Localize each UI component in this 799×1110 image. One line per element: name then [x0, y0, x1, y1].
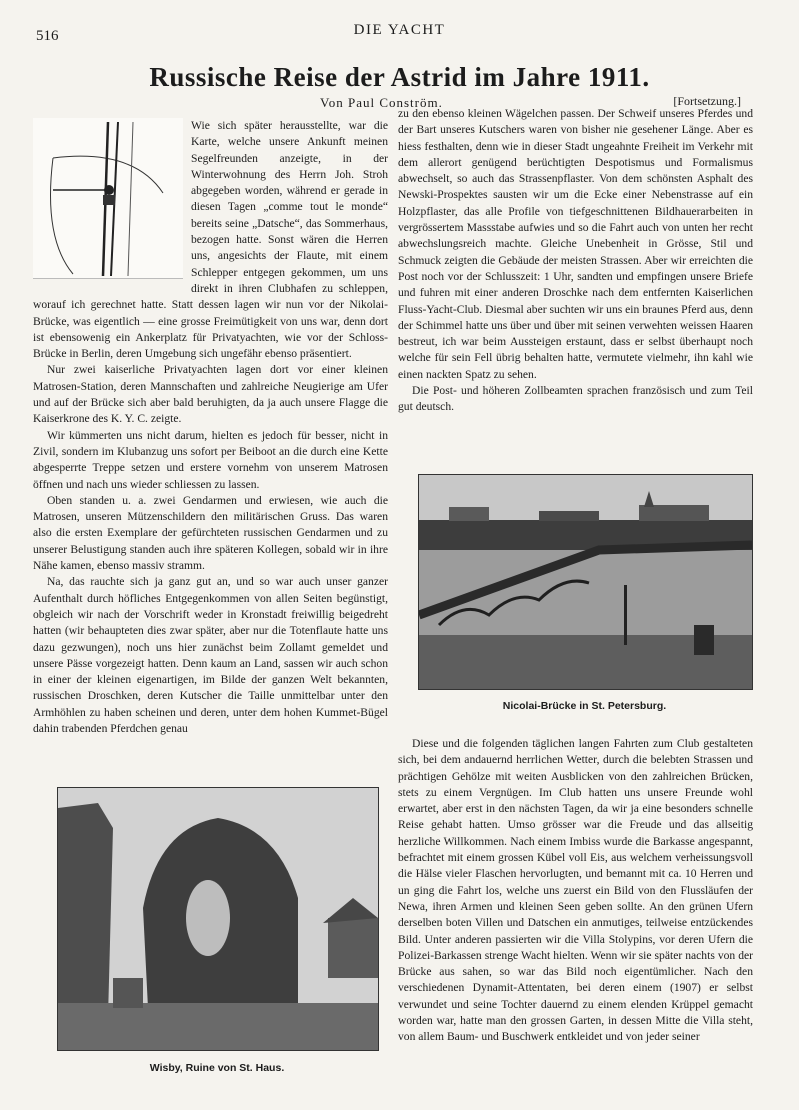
paragraph: Diese und die folgenden täglichen langen Fahrten zum Club gestalteten sich, bei dem andauernd herrlichen Wetter, durch die belebten Strassen und prächtigen Gehölze mit weiten Ausblicken von den zahlreichen Brücken, stets zu einem Vergnügen. Im Club hatten uns unsere Freunde wohl erwartet, aber erst in den nächsten Tagen, da wir ja eine besonders schnelle Reise gehabt hatten. Umso grösser war die Freude und das allseitig herzliche Willkommen. Nach einem Imbiss wurde die Barkasse angespannt, befrachtet mit einem grossen Kübel voll Eis, aus welchem verheissungsvoll die Hälse vieler Flaschen hervorlugten, und bemannt mit ca. 10 Herren und un ging die Fahrt los, welche uns zuerst ein Bild von den Flussläufen der Newa, ihren Armen und kleinen Seen geben sollte. An den grünen Ufern derselben boten Villen und Datschen ein anmutiges, teilweise entzückendes Bild. Unter anderen passierten wir die Villa Stolypins, vor deren Ufern die Polizei-Barkassen strenge Wacht hielten. Wenn wir sie später nachts von der Brücke aus sahen, so war das Bild noch eigentümlicher. Nach den verschiedenen Dynamit-Attentaten, bei deren einem (1907) er selbst verwundet und seine Tochter dauernd zu einem elenden Krüppel gemacht worden war, hatte man den grossen Garten, in dessen Mitte die Villa steht, von allem Baum- und Buschwerk entkleidet und von jeder seiner: [398, 737, 753, 1044]
paragraph: zu den ebenso kleinen Wägelchen passen. Der Schweif unseres Pferdes und der Bart unseres Kutschers waren von bisher nie gesehener Länge. Aber es hiess festhalten, denn wie in dieser Stadt ungeahnte Freiheit im Verkehr mit dem allerort genügend berüchtigten Despotismus und Formalismus abwechselt, so auch das Strassenpflaster. Von dem schönsten Asphalt des Newski-Prospektes sausten wir um die Ecke einer Nebenstrasse auf ein Holzpflaster, das alle Profile von tiefgeschnittenen Bildhauerarbeiten in vergrössertem Massstabe aufwies und so die Fahrt auch von unten her recht abwechslungsreich machte. Gleiche Unebenheit in Grösse, Stil und Schmuck zeigten die Gebäude der meisten Strassen. Aber wir erreichten die Post noch vor der Schlusszeit: 1 Uhr, sandten und empfingen unsere Briefe und fuhren mit einer anderen Droschke nach dem entfernten Kaiserlichen Fluss-Yacht-Club. Diesmal aber suchten wir uns ein braunes Pferd aus, denn der Schimmel hatte uns über und über mit seinen verwehten weissen Haaren bestreut, ich war beim Aussteigen erstaunt, dass er selbst überhaupt noch welche für sein Fell übrig behalten hatte, vermutete vielmehr, ihn kahl wie einen nackten Spatz zu sehen.: [398, 107, 753, 381]
article-title: Russische Reise der Astrid im Jahre 1911.: [149, 62, 650, 92]
page-number: 516: [36, 28, 59, 44]
left-column: [33, 118, 388, 737]
bridge-photo: [418, 474, 753, 690]
mast-illustration: [33, 118, 183, 279]
paragraph: Oben standen u. a. zwei Gendarmen und erwiesen, wie auch die Matrosen, unseren Mützenschildern den militärischen Gruss. Das waren also die ersten Exemplare der gefürchteten russischen Gendarmen und zu unserer Belustigung standen auch ihre späteren Kollegen, sobald wir in ihre Nähe kamen, ebenso massiv stramm.: [33, 493, 388, 573]
running-head: DIE YACHT: [353, 22, 446, 38]
paragraph: Na, das rauchte sich ja ganz gut an, und so war auch unser ganzer Aufenthalt durch höfliches Entgegenkommen von allen Seiten begünstigt, obgleich wir nach der Vorschrift weder in Kronstadt freiwillig beigedreht hatten (wir behaupteten dies zwar später, aber nur die Totenflaute hatte uns dazu gezwungen), noch uns hier zunächst beim Zollamt gemeldet und unsere Pässe vorgezeigt hatten. Denn kaum an Land, sassen wir auch schon in einer der kleinen eigenartigen, im Bilde der ganzen Welt bekannten, russischen Droschken, deren Kutscher die Taille unmittelbar unter den Armhöhlen zu haben scheinen und deren, unter dem hohen Kummet-Bügel dahin trabenden Pferdchen genau: [33, 575, 388, 735]
continuation-note: [Fortsetzung.]: [673, 94, 741, 108]
paragraph: Wir kümmerten uns nicht darum, hielten es jedoch für besser, nicht in Zivil, sondern im Klubanzug uns sofort per Beiboot an die durch eine Kette abgesperrte Treppe setzen und erstere vornehm von unserem Matrosen öffnen und nach uns wieder schliessen zu lassen.: [33, 428, 388, 491]
paragraph: Wie sich später herausstellte, war die Karte, welche unsere Ankunft meinen Segelfreunden anzeigte, in der Winterwohnung des Herrn Joh. Stroh abgegeben worden, während er gerade in diesen Tagen „comme tout le monde“ bereits seine „Datsche“, das Sommerhaus, bezogen hatte. Sonst wären die Herren uns, angesichts der Flaute, mit einem Schlepper entgegen gekommen, um uns direkt in ihren Clubhafen zu schleppen, worauf ich gerechnet hatte. Statt dessen lagen wir nun vor der Nikolai-Brücke, was eigentlich — eine grosse Freimütigkeit von uns war, denn dort ist ebensowenig ein Ankerplatz für Privatyachten, wie vor der Schloss-Brücke in Berlin, deren Umgebung sich ungefähr ebenso präsentiert.: [33, 119, 388, 361]
paragraph: Nur zwei kaiserliche Privatyachten lagen dort vor einer kleinen Matrosen-Station, deren Mannschaften und zahlreiche Neugierige am Ufer und auf der Brücke sich aber bald beruhigten, da ja auch unsere Flagge die Kaiserkrone des K. Y. C. zeigte.: [33, 363, 388, 426]
right-column-bottom: [398, 736, 753, 1046]
ruin-photo: [57, 787, 379, 1051]
paragraph: Die Post- und höheren Zollbeamten sprachen französisch und zum Teil gut deutsch.: [398, 384, 753, 414]
ruin-caption: Wisby, Ruine von St. Haus.: [149, 1062, 285, 1074]
bridge-caption: Nicolai-Brücke in St. Petersburg.: [502, 700, 667, 712]
right-column-top: [398, 106, 753, 416]
article-byline: Von Paul Conström.: [320, 95, 443, 110]
